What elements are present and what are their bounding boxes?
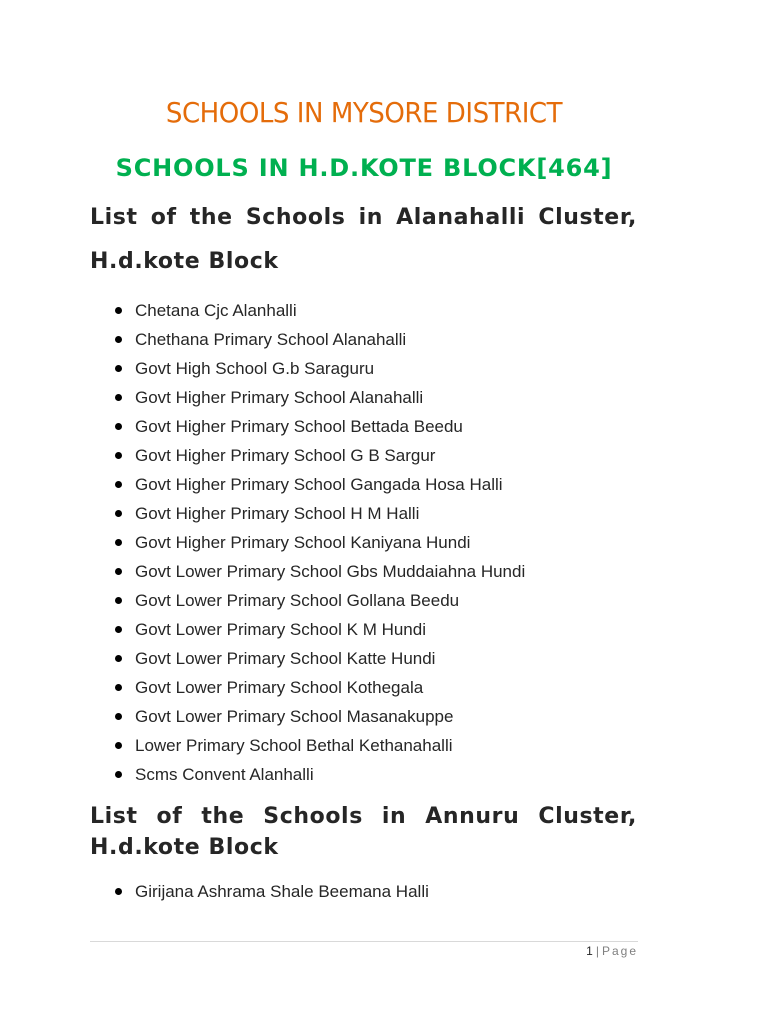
list-item bbox=[115, 644, 525, 673]
section-heading-line: H.d.kote Block bbox=[90, 835, 279, 860]
bullet-icon bbox=[115, 394, 122, 401]
school-name: Girijana Ashrama Shale Beemana Halli bbox=[135, 882, 429, 901]
school-name: Chetana Cjc Alanhalli bbox=[135, 301, 297, 320]
list-item bbox=[115, 760, 525, 789]
school-name: Govt Lower Primary School Katte Hundi bbox=[135, 649, 436, 668]
school-name: Govt Higher Primary School Gangada Hosa Halli bbox=[135, 475, 503, 494]
list-item bbox=[115, 557, 525, 586]
section-heading-alanahalli bbox=[90, 201, 637, 279]
bullet-icon bbox=[115, 684, 122, 691]
section-heading-line: List of the Schools in Alanahalli Cluster, bbox=[90, 205, 637, 230]
bullet-icon bbox=[115, 481, 122, 488]
page-label: Page bbox=[601, 944, 638, 958]
document-subtitle: SCHOOLS IN H.D.KOTE BLOCK[464] bbox=[115, 154, 613, 182]
section-heading-line: List of the Schools in Annuru Cluster, bbox=[90, 804, 637, 829]
list-item bbox=[115, 615, 525, 644]
school-name: Govt Higher Primary School Bettada Beedu bbox=[135, 417, 463, 436]
page-footer bbox=[586, 942, 638, 960]
school-name: Govt Lower Primary School Gbs Muddaiahna Hundi bbox=[135, 562, 526, 581]
school-name: Govt Higher Primary School Alanahalli bbox=[135, 388, 424, 407]
bullet-icon bbox=[115, 568, 122, 575]
bullet-icon bbox=[115, 423, 122, 430]
bullet-icon bbox=[115, 713, 122, 720]
bullet-icon bbox=[115, 336, 122, 343]
list-item bbox=[115, 499, 525, 528]
bullet-icon bbox=[115, 742, 122, 749]
section-heading-line: H.d.kote Block bbox=[90, 249, 279, 274]
bullet-icon bbox=[115, 307, 122, 314]
school-name: Govt Higher Primary School H M Halli bbox=[135, 504, 420, 523]
school-name: Govt High School G.b Saraguru bbox=[135, 359, 375, 378]
bullet-icon bbox=[115, 888, 122, 895]
school-name: Chethana Primary School Alanahalli bbox=[135, 330, 407, 349]
school-name: Govt Lower Primary School Gollana Beedu bbox=[135, 591, 460, 610]
list-item bbox=[115, 877, 429, 906]
list-item bbox=[115, 528, 525, 557]
list-item bbox=[115, 731, 525, 760]
bullet-icon bbox=[115, 510, 122, 517]
document-title: SCHOOLS IN MYSORE DISTRICT bbox=[165, 96, 563, 129]
school-list-annuru bbox=[115, 877, 429, 906]
bullet-icon bbox=[115, 771, 122, 778]
school-name: Scms Convent Alanhalli bbox=[135, 765, 314, 784]
school-name: Govt Higher Primary School G B Sargur bbox=[135, 446, 436, 465]
list-item bbox=[115, 470, 525, 499]
bullet-icon bbox=[115, 539, 122, 546]
list-item bbox=[115, 412, 525, 441]
school-name: Govt Lower Primary School Masanakuppe bbox=[135, 707, 454, 726]
bullet-icon bbox=[115, 365, 122, 372]
list-item bbox=[115, 383, 525, 412]
bullet-icon bbox=[115, 655, 122, 662]
school-name: Govt Lower Primary School K M Hundi bbox=[135, 620, 426, 639]
bullet-icon bbox=[115, 452, 122, 459]
school-name: Lower Primary School Bethal Kethanahalli bbox=[135, 736, 453, 755]
list-item bbox=[115, 325, 525, 354]
bullet-icon bbox=[115, 626, 122, 633]
bullet-icon bbox=[115, 597, 122, 604]
list-item bbox=[115, 673, 525, 702]
list-item bbox=[115, 586, 525, 615]
list-item bbox=[115, 702, 525, 731]
list-item bbox=[115, 441, 525, 470]
school-list-alanahalli bbox=[115, 296, 525, 789]
school-name: Govt Higher Primary School Kaniyana Hundi bbox=[135, 533, 471, 552]
page-number: 1 bbox=[586, 944, 593, 958]
list-item bbox=[115, 354, 525, 383]
footer-separator: | bbox=[595, 944, 599, 958]
list-item bbox=[115, 296, 525, 325]
section-heading-annuru bbox=[90, 801, 637, 863]
school-name: Govt Lower Primary School Kothegala bbox=[135, 678, 424, 697]
footer-divider bbox=[90, 941, 638, 942]
